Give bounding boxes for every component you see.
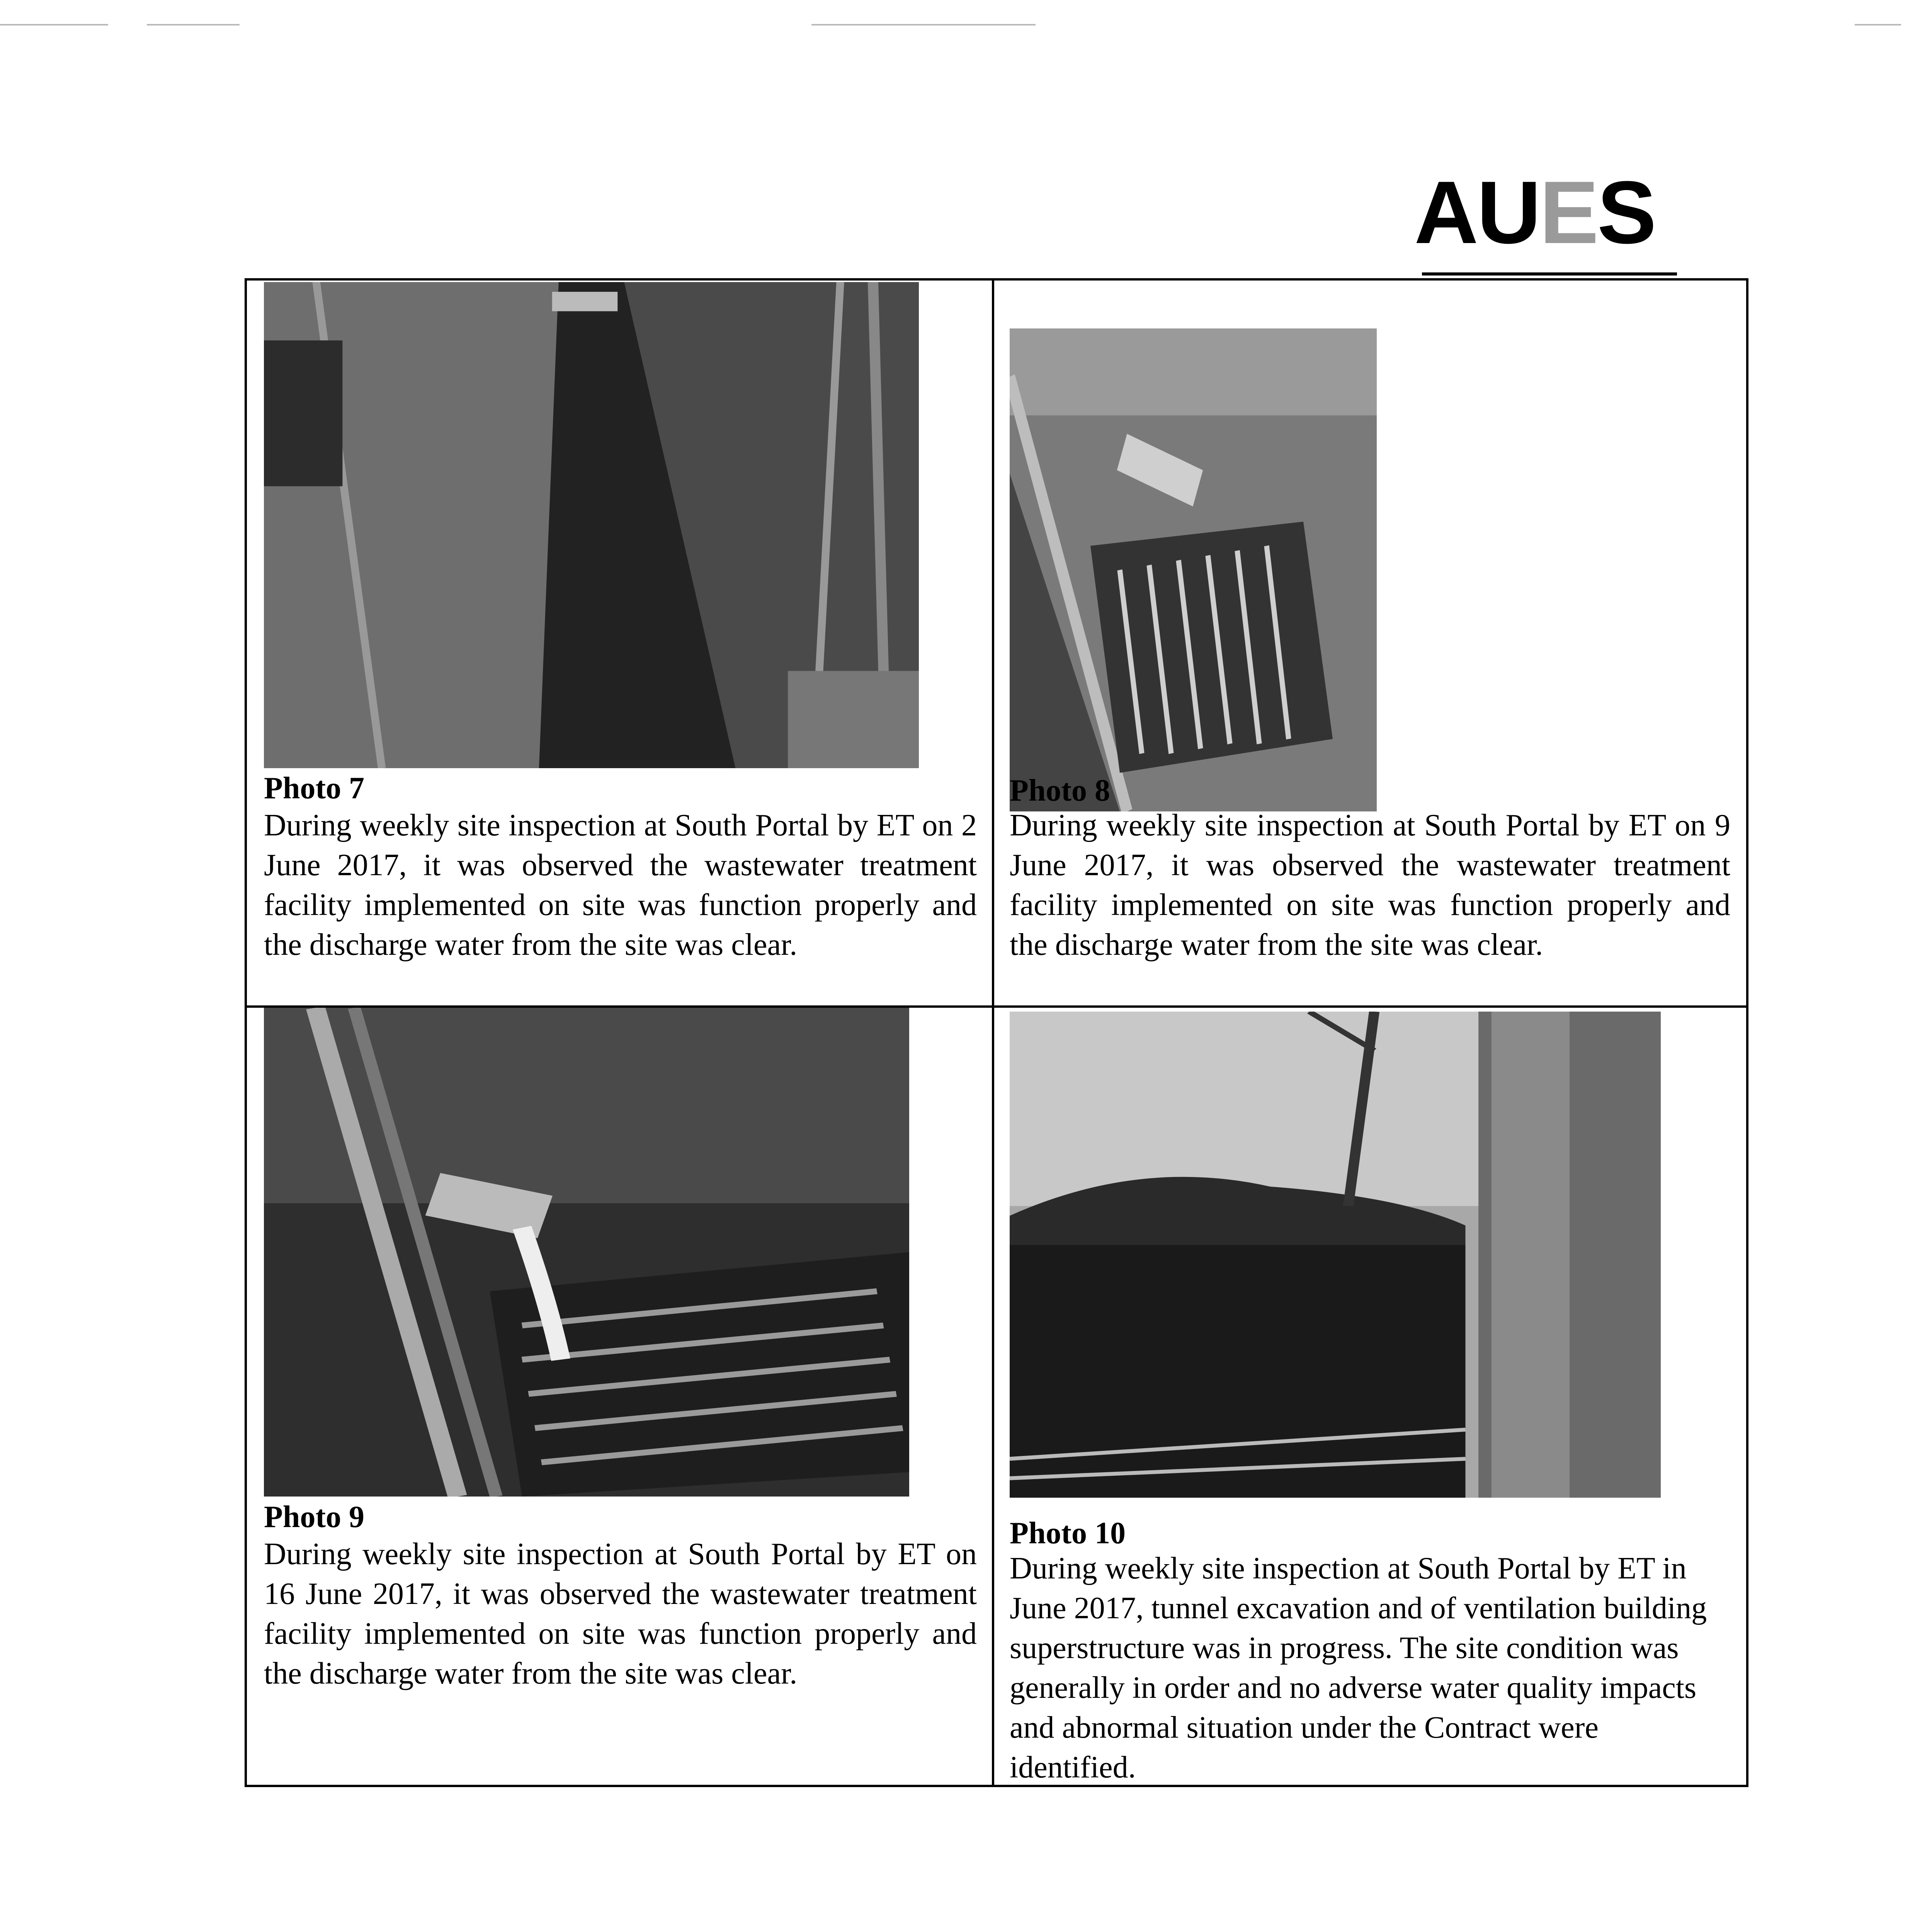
photo-description: During weekly site inspection at South Portal by ET on 16 June 2017, it was observed the wastewater treatment facility implemented on site was function properly and the discharge water from the site was clear. — [264, 1537, 977, 1690]
logo-underline — [1422, 272, 1677, 276]
photo-title: Photo 8 — [1010, 774, 1110, 808]
photo-title: Photo 9 — [264, 1500, 364, 1534]
scan-artifact — [1855, 24, 1901, 26]
photo-title: Photo 10 — [1010, 1516, 1126, 1550]
photo-cell-8 — [994, 278, 1746, 1005]
table-border-right — [1746, 278, 1748, 1787]
company-logo: AUES — [1414, 163, 1655, 262]
photo-cell-9 — [245, 1008, 992, 1785]
wastewater-tank-photo — [264, 282, 919, 768]
photo-description: During weekly site inspection at South Portal by ET on 2 June 2017, it was observed the wastewater treatment facility implemented on site was function properly and the discharge water from the site was clear. — [264, 808, 977, 962]
scan-artifact — [0, 24, 108, 26]
photo-description: During weekly site inspection at South Portal by ET on 9 June 2017, it was observed the wastewater treatment facility implemented on site was function properly and the discharge water from the site was clear. — [1010, 808, 1730, 962]
photo-cell-10 — [994, 1008, 1746, 1785]
scan-artifact — [147, 24, 240, 26]
photo-table — [245, 278, 1748, 1787]
scan-artifact — [811, 24, 1036, 26]
construction-site-photo — [1010, 1012, 1661, 1498]
photo-title: Photo 7 — [264, 771, 364, 805]
treatment-facility-photo — [1010, 328, 1377, 811]
photo-cell-7 — [245, 278, 992, 1005]
photo-description: During weekly site inspection at South Portal by ET in June 2017, tunnel excavation and of ventilation building superstructure was in progress. The site condition was generally in order and no adverse water quality impacts and abnormal situation under the Contract were identified. — [1010, 1551, 1707, 1784]
discharge-pipe-photo — [264, 1008, 909, 1497]
